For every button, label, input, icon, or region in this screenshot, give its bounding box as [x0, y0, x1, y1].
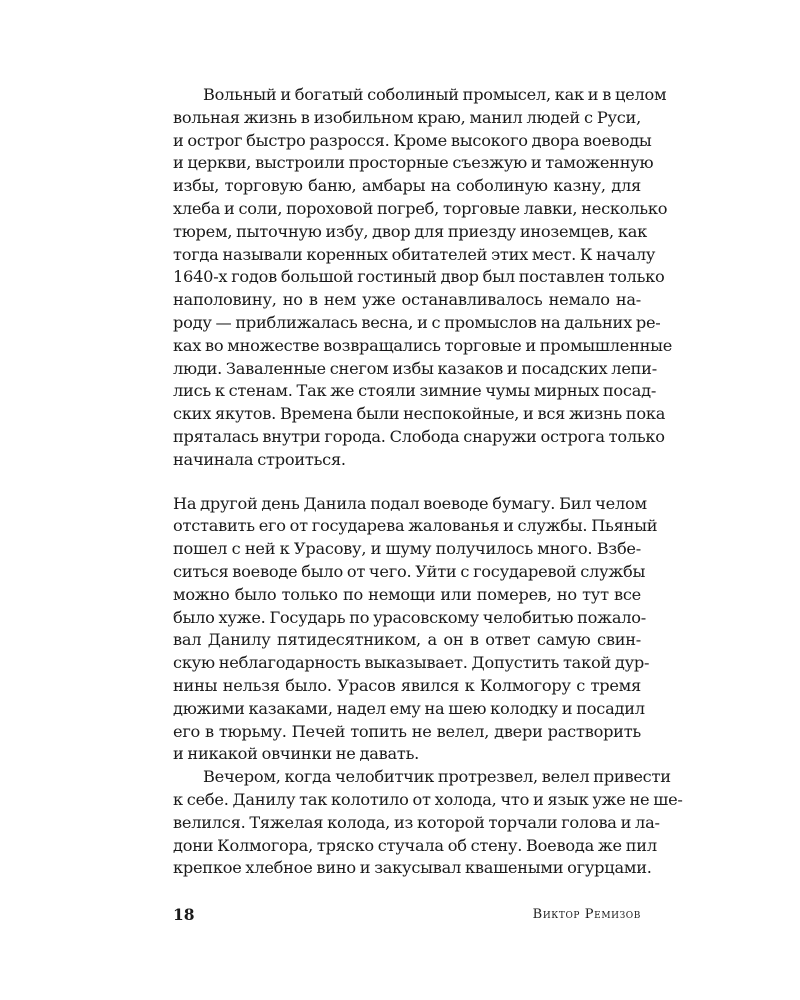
text-line: начинала строиться. [173, 449, 346, 469]
text-line: к себе. Данилу так колотило от холода, что и язык уже не ше- [173, 789, 683, 809]
text-line: и острог быстро разросся. Кроме высокого двора воеводы [173, 130, 652, 150]
paragraph [173, 84, 673, 472]
text-line: отставить его от государева жалованья и службы. Пьяный [173, 516, 658, 536]
text-line: нины нельзя было. Урасов явился к Колмогору с тремя [173, 675, 641, 695]
text-line: избы, торговую баню, амбары на соболиную казну, для [173, 176, 641, 196]
text-line: люди. Заваленные снегом избы казаков и посадских лепи- [173, 358, 657, 378]
text-line: тогда называли коренных обитателей этих мест. К началу [173, 244, 656, 264]
text-line: Вольный и богатый соболиный промысел, как и в целом [203, 85, 667, 104]
text-line: дони Колмогора, тряско стучала об стену. Воевода же пил [173, 835, 657, 855]
text-line: лись к стенам. Так же стояли зимние чумы мирных посад- [173, 381, 657, 401]
text-line: 1640-х годов большой гостиный двор был поставлен только [173, 267, 665, 287]
text-line: и церкви, выстроили просторные съезжую и таможенную [173, 153, 654, 173]
text-line: скую неблагодарность выказывает. Допустить такой дур- [173, 653, 650, 673]
running-head-author: Виктор Ремизов [532, 907, 641, 922]
page-footer [173, 903, 641, 927]
text-line: хлеба и соли, пороховой погреб, торговые лавки, несколько [173, 198, 668, 218]
paragraph [173, 493, 658, 767]
text-line: ках во множестве возвращались торговые и промышленные [173, 335, 673, 355]
paragraph [173, 766, 683, 880]
text-line: тюрем, пыточную избу, двор для приезду иноземцев, как [173, 221, 647, 241]
text-line: пряталась внутри города. Слобода снаружи острога только [173, 426, 665, 446]
text-line: его в тюрьму. Печей топить не велел, двери растворить [173, 721, 641, 741]
section-break [173, 472, 641, 493]
text-line: пошел с ней к Урасову, и шуму получилось много. Взбе- [173, 539, 641, 559]
text-line: дюжими казаками, надел ему на шею колодку и посадил [173, 698, 645, 718]
text-line: На другой день Данила подал воеводе бумагу. Бил челом [173, 493, 647, 513]
text-line: Вечером, когда челобитчик протрезвел, велел привести [203, 767, 671, 787]
text-line: ских якутов. Времена были неспокойные, и вся жизнь пока [173, 404, 666, 424]
text-line: ситься воеводе было от чего. Уйти с государевой службы [173, 561, 646, 581]
text-line: вал Данилу пятидесятником, а он в ответ самую свин- [173, 630, 641, 650]
text-line: вольная жизнь в изобильном краю, манил людей с Руси, [173, 107, 641, 127]
page-number: 18 [173, 905, 195, 924]
text-line: велился. Тяжелая колода, из которой торчали голова и ла- [173, 812, 660, 832]
page-body [173, 84, 683, 880]
text-line: наполовину, но в нем уже останавливалось немало на- [173, 290, 641, 310]
text-line: можно было только по немощи или померев, но тут все [173, 584, 641, 604]
text-line: крепкое хлебное вино и закусывал квашеными огурцами. [173, 858, 652, 878]
text-line: роду — приближалась весна, и с промыслов на дальних ре- [173, 312, 661, 332]
text-line: и никакой овчинки не давать. [173, 744, 420, 764]
text-line: было хуже. Государь по урасовскому челобитью пожало- [173, 607, 646, 627]
